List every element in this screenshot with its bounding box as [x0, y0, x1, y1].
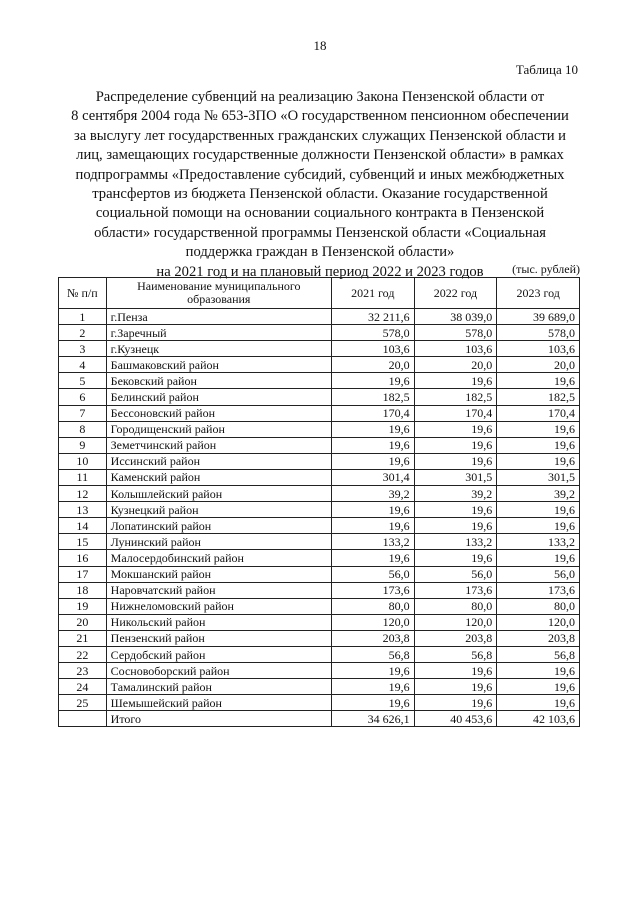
title-line: на 2021 год и на плановый период 2022 и 2023 годов	[156, 263, 484, 280]
table-row	[59, 550, 580, 566]
title-line: Распределение субвенций на реализацию Закона Пензенской области от	[95, 89, 545, 105]
table-row	[59, 389, 580, 405]
cell-name: Колышлейский район	[106, 486, 331, 502]
cell-y2021: 19,6	[331, 437, 414, 453]
title-line: подпрограммы «Предоставление субсидий, субвенций и иных межбюджетных	[75, 166, 565, 183]
cell-y2023: 19,6	[497, 518, 580, 534]
title-line: области» государственной программы Пензенской области «Социальная	[94, 224, 546, 241]
cell-y2023: 19,6	[497, 453, 580, 469]
header-2021: 2021 год	[331, 278, 414, 309]
cell-name: Шемышейский район	[106, 695, 331, 711]
cell-y2023: 173,6	[497, 582, 580, 598]
cell-num: 8	[59, 421, 107, 437]
cell-y2021: 34 626,1	[331, 711, 414, 727]
cell-y2022: 80,0	[414, 598, 497, 614]
cell-y2022: 19,6	[414, 550, 497, 566]
cell-y2022: 19,6	[414, 502, 497, 518]
cell-num: 20	[59, 614, 107, 630]
table-row	[59, 566, 580, 582]
cell-name: Лунинский район	[106, 534, 331, 550]
cell-num: 5	[59, 373, 107, 389]
table-row	[59, 518, 580, 534]
title-line: 8 сентября 2004 года № 653-ЗПО «О государственном пенсионном обеспечении	[71, 108, 569, 125]
cell-y2023: 56,8	[497, 646, 580, 662]
cell-y2022: 19,6	[414, 453, 497, 469]
cell-num: 23	[59, 663, 107, 679]
cell-num: 22	[59, 646, 107, 662]
cell-y2022: 40 453,6	[414, 711, 497, 727]
cell-y2023: 133,2	[497, 534, 580, 550]
table-row	[59, 582, 580, 598]
cell-name: Бековский район	[106, 373, 331, 389]
cell-name: Башмаковский район	[106, 357, 331, 373]
table-row	[59, 598, 580, 614]
cell-y2022: 19,6	[414, 679, 497, 695]
table-row	[59, 614, 580, 630]
cell-name: Мокшанский район	[106, 566, 331, 582]
cell-num	[59, 711, 107, 727]
cell-y2021: 301,4	[331, 469, 414, 485]
cell-name: Сосновоборский район	[106, 663, 331, 679]
cell-name: Лопатинский район	[106, 518, 331, 534]
cell-y2022: 19,6	[414, 695, 497, 711]
cell-num: 6	[59, 389, 107, 405]
cell-y2021: 203,8	[331, 630, 414, 646]
cell-y2022: 19,6	[414, 663, 497, 679]
cell-y2023: 39 689,0	[497, 309, 580, 325]
cell-y2021: 578,0	[331, 325, 414, 341]
document-title	[60, 88, 580, 282]
cell-y2021: 39,2	[331, 486, 414, 502]
cell-y2022: 38 039,0	[414, 309, 497, 325]
cell-y2023: 301,5	[497, 469, 580, 485]
cell-y2021: 56,8	[331, 646, 414, 662]
table-row	[59, 469, 580, 485]
cell-y2022: 173,6	[414, 582, 497, 598]
table-row	[59, 341, 580, 357]
cell-y2023: 103,6	[497, 341, 580, 357]
cell-num: 13	[59, 502, 107, 518]
cell-num: 25	[59, 695, 107, 711]
cell-y2023: 182,5	[497, 389, 580, 405]
cell-num: 21	[59, 630, 107, 646]
table-row	[59, 663, 580, 679]
cell-num: 11	[59, 469, 107, 485]
title-line: за выслугу лет государственных гражданских служащих Пензенской области и	[73, 127, 566, 144]
cell-y2023: 203,8	[497, 630, 580, 646]
cell-name: Бессоновский район	[106, 405, 331, 421]
title-line: трансфертов из бюджета Пензенской области. Оказание государственной	[92, 186, 548, 203]
cell-num: 24	[59, 679, 107, 695]
cell-name: Нижнеломовский район	[106, 598, 331, 614]
cell-num: 10	[59, 453, 107, 469]
cell-num: 4	[59, 357, 107, 373]
cell-y2023: 19,6	[497, 679, 580, 695]
table-body	[59, 309, 580, 727]
cell-y2022: 120,0	[414, 614, 497, 630]
title-line: поддержка граждан в Пензенской области»	[185, 244, 455, 261]
cell-num: 14	[59, 518, 107, 534]
cell-name: Тамалинский район	[106, 679, 331, 695]
cell-name: Итого	[106, 711, 331, 727]
units-label: (тыс. рублей)	[512, 262, 580, 276]
table-row	[59, 453, 580, 469]
table-row	[59, 325, 580, 341]
table-row	[59, 309, 580, 325]
cell-num: 19	[59, 598, 107, 614]
cell-y2023: 19,6	[497, 502, 580, 518]
cell-y2022: 20,0	[414, 357, 497, 373]
cell-name: Сердобский район	[106, 646, 331, 662]
cell-y2021: 19,6	[331, 453, 414, 469]
table-row	[59, 357, 580, 373]
cell-y2021: 182,5	[331, 389, 414, 405]
table-row	[59, 405, 580, 421]
cell-name: Наровчатский район	[106, 582, 331, 598]
cell-y2021: 103,6	[331, 341, 414, 357]
table-label: Таблица 10	[515, 62, 578, 77]
page-number: 18	[313, 38, 327, 53]
cell-y2021: 19,6	[331, 663, 414, 679]
cell-y2021: 173,6	[331, 582, 414, 598]
table-row	[59, 646, 580, 662]
cell-name: г.Заречный	[106, 325, 331, 341]
cell-y2021: 19,6	[331, 550, 414, 566]
cell-y2022: 19,6	[414, 518, 497, 534]
cell-y2022: 133,2	[414, 534, 497, 550]
cell-y2022: 39,2	[414, 486, 497, 502]
cell-name: Земетчинский район	[106, 437, 331, 453]
cell-y2023: 80,0	[497, 598, 580, 614]
header-2022: 2022 год	[414, 278, 497, 309]
table-row	[59, 486, 580, 502]
table-row	[59, 421, 580, 437]
table-total-row	[59, 711, 580, 727]
cell-y2023: 19,6	[497, 663, 580, 679]
cell-num: 7	[59, 405, 107, 421]
table-row	[59, 630, 580, 646]
header-2023: 2023 год	[497, 278, 580, 309]
table-row	[59, 373, 580, 389]
cell-name: Каменский район	[106, 469, 331, 485]
cell-y2021: 80,0	[331, 598, 414, 614]
cell-y2021: 19,6	[331, 518, 414, 534]
table-row	[59, 502, 580, 518]
cell-y2022: 19,6	[414, 373, 497, 389]
cell-y2023: 19,6	[497, 695, 580, 711]
subvention-table	[58, 277, 580, 727]
table-row	[59, 695, 580, 711]
table-row	[59, 534, 580, 550]
cell-y2023: 56,0	[497, 566, 580, 582]
cell-name: Кузнецкий район	[106, 502, 331, 518]
cell-y2023: 170,4	[497, 405, 580, 421]
cell-y2023: 19,6	[497, 437, 580, 453]
title-line: лиц, замещающих государственные должности Пензенской области» в рамках	[76, 147, 564, 164]
cell-name: Иссинский район	[106, 453, 331, 469]
cell-y2022: 103,6	[414, 341, 497, 357]
cell-num: 2	[59, 325, 107, 341]
cell-num: 3	[59, 341, 107, 357]
cell-y2023: 39,2	[497, 486, 580, 502]
table-row	[59, 437, 580, 453]
cell-y2021: 20,0	[331, 357, 414, 373]
cell-y2021: 32 211,6	[331, 309, 414, 325]
cell-y2021: 19,6	[331, 373, 414, 389]
cell-num: 17	[59, 566, 107, 582]
cell-name: Пензенский район	[106, 630, 331, 646]
cell-y2021: 56,0	[331, 566, 414, 582]
cell-y2022: 578,0	[414, 325, 497, 341]
cell-y2021: 120,0	[331, 614, 414, 630]
cell-num: 9	[59, 437, 107, 453]
table-row	[59, 679, 580, 695]
cell-name: г.Пенза	[106, 309, 331, 325]
cell-y2022: 56,0	[414, 566, 497, 582]
cell-name: г.Кузнецк	[106, 341, 331, 357]
cell-y2022: 19,6	[414, 421, 497, 437]
table-header-row	[59, 278, 580, 309]
cell-name: Никольский район	[106, 614, 331, 630]
cell-y2022: 182,5	[414, 389, 497, 405]
cell-y2022: 19,6	[414, 437, 497, 453]
cell-num: 16	[59, 550, 107, 566]
cell-y2022: 301,5	[414, 469, 497, 485]
cell-y2021: 19,6	[331, 679, 414, 695]
cell-name: Белинский район	[106, 389, 331, 405]
cell-y2022: 170,4	[414, 405, 497, 421]
cell-y2022: 203,8	[414, 630, 497, 646]
cell-y2021: 19,6	[331, 421, 414, 437]
cell-y2022: 56,8	[414, 646, 497, 662]
cell-y2023: 19,6	[497, 550, 580, 566]
cell-y2023: 19,6	[497, 373, 580, 389]
title-line: социальной помощи на основании социального контракта в Пензенской	[95, 205, 545, 222]
cell-y2023: 42 103,6	[497, 711, 580, 727]
cell-y2023: 19,6	[497, 421, 580, 437]
cell-y2023: 20,0	[497, 357, 580, 373]
cell-num: 12	[59, 486, 107, 502]
cell-num: 15	[59, 534, 107, 550]
cell-y2021: 19,6	[331, 502, 414, 518]
cell-num: 18	[59, 582, 107, 598]
header-name: Наименование муниципального образования	[106, 278, 331, 309]
cell-name: Городищенский район	[106, 421, 331, 437]
cell-y2023: 578,0	[497, 325, 580, 341]
cell-y2021: 170,4	[331, 405, 414, 421]
cell-y2021: 133,2	[331, 534, 414, 550]
cell-num: 1	[59, 309, 107, 325]
cell-y2023: 120,0	[497, 614, 580, 630]
header-num: № п/п	[59, 278, 107, 309]
cell-name: Малосердобинский район	[106, 550, 331, 566]
cell-y2021: 19,6	[331, 695, 414, 711]
